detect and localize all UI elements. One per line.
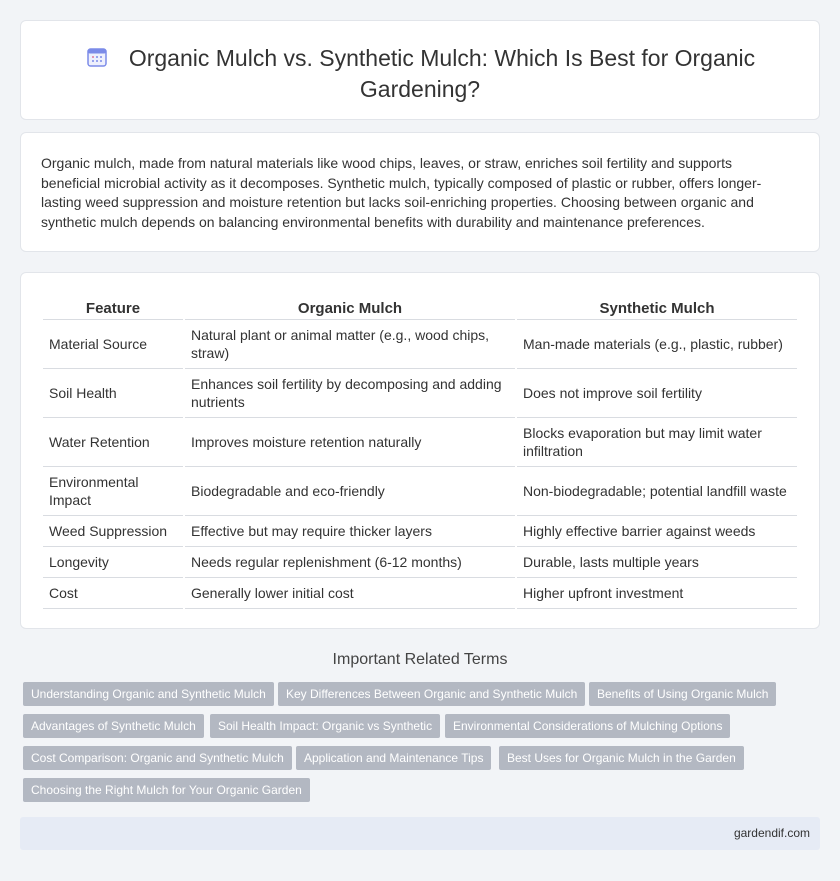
feature-cell: Material Source [43, 320, 183, 369]
intro-paragraph: Organic mulch, made from natural materials like wood chips, leaves, or straw, enriches soil fertility and supports beneficial microbial activity as it decomposes. Synthetic mulch, typically composed of plastic or rubber, offers longer-lasting weed suppression and moisture retention but lacks soil-enriching properties. Choosing between organic and synthetic mulch depends on balancing environmental benefits with durability and maintenance preferences. [41, 155, 762, 230]
column-header-feature: Feature [43, 296, 183, 320]
comparison-card [20, 272, 820, 629]
intro-card [20, 132, 820, 252]
related-term-link[interactable]: Advantages of Synthetic Mulch [23, 714, 204, 738]
related-terms-heading: Important Related Terms [332, 651, 508, 668]
table-row [43, 516, 797, 547]
related-term-link[interactable]: Environmental Considerations of Mulching Options [445, 714, 730, 738]
feature-cell: Longevity [43, 547, 183, 578]
table-row [43, 578, 797, 609]
synthetic-cell: Durable, lasts multiple years [517, 547, 797, 578]
related-term-link[interactable]: Best Uses for Organic Mulch in the Garden [499, 746, 744, 770]
table-row [43, 547, 797, 578]
related-term-link[interactable]: Key Differences Between Organic and Synthetic Mulch [278, 682, 585, 706]
related-term-link[interactable]: Cost Comparison: Organic and Synthetic Mulch [23, 746, 292, 770]
synthetic-cell: Highly effective barrier against weeds [517, 516, 797, 547]
table-row [43, 369, 797, 418]
page-title-text: Organic Mulch vs. Synthetic Mulch: Which Is Best for Organic Gardening? [128, 45, 756, 102]
page-title [21, 43, 819, 105]
organic-cell: Needs regular replenishment (6-12 months) [185, 547, 515, 578]
synthetic-cell: Non-biodegradable; potential landfill waste [517, 467, 797, 516]
table-row [43, 467, 797, 516]
related-term-link[interactable]: Benefits of Using Organic Mulch [589, 682, 776, 706]
column-header-synthetic: Synthetic Mulch [517, 296, 797, 320]
table-row [43, 418, 797, 467]
related-term-link[interactable]: Choosing the Right Mulch for Your Organic Garden [23, 778, 310, 802]
related-term-link[interactable]: Understanding Organic and Synthetic Mulch [23, 682, 274, 706]
synthetic-cell: Does not improve soil fertility [517, 369, 797, 418]
title-card [20, 20, 820, 120]
feature-cell: Soil Health [43, 369, 183, 418]
table-row [43, 320, 797, 369]
organic-cell: Enhances soil fertility by decomposing and adding nutrients [185, 369, 515, 418]
organic-cell: Natural plant or animal matter (e.g., wood chips, straw) [185, 320, 515, 369]
site-name[interactable]: gardendif.com [733, 826, 810, 840]
comparison-table [41, 296, 799, 609]
organic-cell: Biodegradable and eco-friendly [185, 467, 515, 516]
organic-cell: Effective but may require thicker layers [185, 516, 515, 547]
organic-cell: Improves moisture retention naturally [185, 418, 515, 467]
related-term-link[interactable]: Application and Maintenance Tips [296, 746, 491, 770]
organic-cell: Generally lower initial cost [185, 578, 515, 609]
table-header-row [43, 296, 797, 320]
feature-cell: Cost [43, 578, 183, 609]
feature-cell: Environmental Impact [43, 467, 183, 516]
column-header-organic: Organic Mulch [185, 296, 515, 320]
feature-cell: Water Retention [43, 418, 183, 467]
feature-cell: Weed Suppression [43, 516, 183, 547]
synthetic-cell: Higher upfront investment [517, 578, 797, 609]
related-term-link[interactable]: Soil Health Impact: Organic vs Synthetic [210, 714, 440, 738]
calendar-icon [85, 45, 109, 69]
footer [20, 817, 820, 850]
synthetic-cell: Man-made materials (e.g., plastic, rubber) [517, 320, 797, 369]
synthetic-cell: Blocks evaporation but may limit water infiltration [517, 418, 797, 467]
